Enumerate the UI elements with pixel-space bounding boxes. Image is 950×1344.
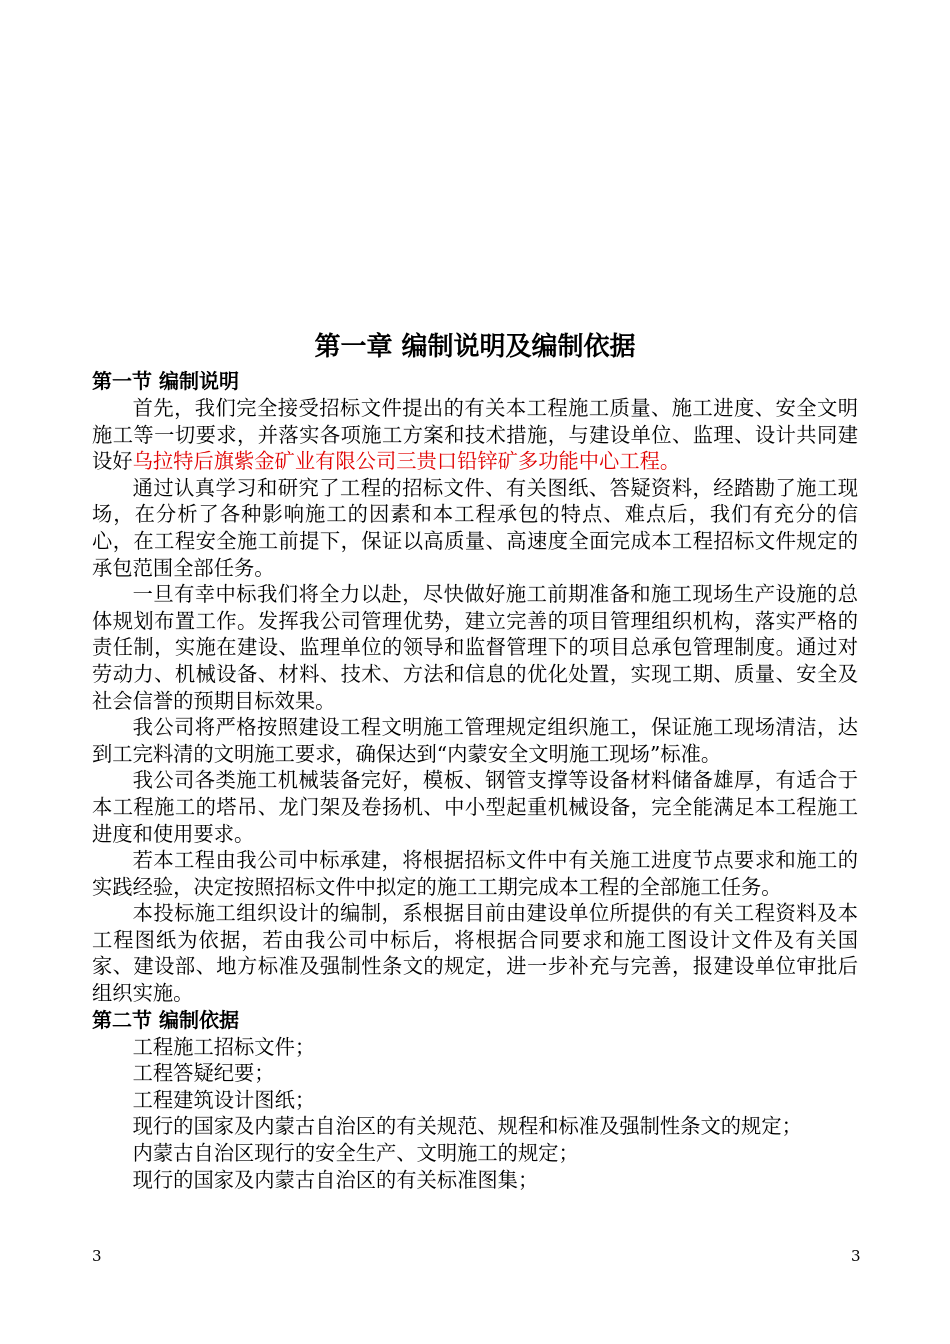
- basis-item: 现行的国家及内蒙古自治区的有关规范、规程和标准及强制性条文的规定；: [132, 1114, 802, 1139]
- section-title-1: 第一节 编制说明: [92, 369, 239, 393]
- basis-item: 工程建筑设计图纸；: [132, 1087, 316, 1112]
- basis-item: 现行的国家及内蒙古自治区的有关标准图集；: [132, 1167, 539, 1192]
- paragraph-4: 我公司将严格按照建设工程文明施工管理规定组织施工，保证施工现场清洁，达到工完料清的文明施工要求，确保达到“内蒙安全文明施工现场”标准。: [92, 715, 858, 766]
- paragraph-1-text: 首先，我们完全接受招标文件提出的有关本工程施工质量、施工进度、安全文明施工等一切要求，并落实各项施工方案和技术措施，与建设单位、监理、设计共同建设好: [92, 396, 858, 474]
- basis-item: 工程答疑纪要；: [132, 1061, 275, 1086]
- document-body: [92, 368, 858, 1193]
- section-title-2: 第二节 编制依据: [92, 1007, 239, 1032]
- paragraph-7: 本投标施工组织设计的编制，系根据目前由建设单位所提供的有关工程资料及本工程图纸为依据，若由我公司中标后，将根据合同要求和施工图设计文件及有关国家、建设部、地方标准及强制性条文的规定，进一步补充与完善，报建设单位审批后组织实施。: [92, 901, 858, 1006]
- page-number-left: 3: [92, 1247, 102, 1265]
- paragraph-5: 我公司各类施工机械装备完好，模板、钢管支撑等设备材料储备雄厚，有适合于本工程施工的塔吊、龙门架及卷扬机、中小型起重机械设备，完全能满足本工程施工进度和使用要求。: [92, 768, 858, 846]
- paragraph-2: 通过认真学习和研究了工程的招标文件、有关图纸、答疑资料，经踏勘了施工现场，在分析了各种影响施工的因素和本工程承包的特点、难点后，我们有充分的信心，在工程安全施工前提下，保证以高质量、高速度全面完成本工程招标文件规定的承包范围全部任务。: [92, 475, 858, 580]
- paragraph-3: 一旦有幸中标我们将全力以赴，尽快做好施工前期准备和施工现场生产设施的总体规划布置工作。发挥我公司管理优势，建立完善的项目管理组织机构，落实严格的责任制，实施在建设、监理单位的领导和监督管理下的项目总承包管理制度。通过对劳动力、机械设备、材料、技术、方法和信息的优化处置，实现工期、质量、安全及社会信誉的预期目标效果。: [92, 582, 858, 713]
- basis-item: 工程施工招标文件；: [132, 1034, 316, 1059]
- paragraph-1: [92, 395, 858, 475]
- page-number-right: 3: [851, 1247, 861, 1265]
- basis-item: 内蒙古自治区现行的安全生产、文明施工的规定；: [132, 1141, 579, 1166]
- paragraph-6: 若本工程由我公司中标承建，将根据招标文件中有关施工进度节点要求和施工的实践经验，决定按照招标文件中拟定的施工工期完成本工程的全部施工任务。: [92, 848, 858, 899]
- project-name-highlight: 乌拉特后旗紫金矿业有限公司三贵口铅锌矿多功能中心工程。: [132, 449, 681, 474]
- chapter-title: 第一章 编制说明及编制依据: [314, 332, 636, 362]
